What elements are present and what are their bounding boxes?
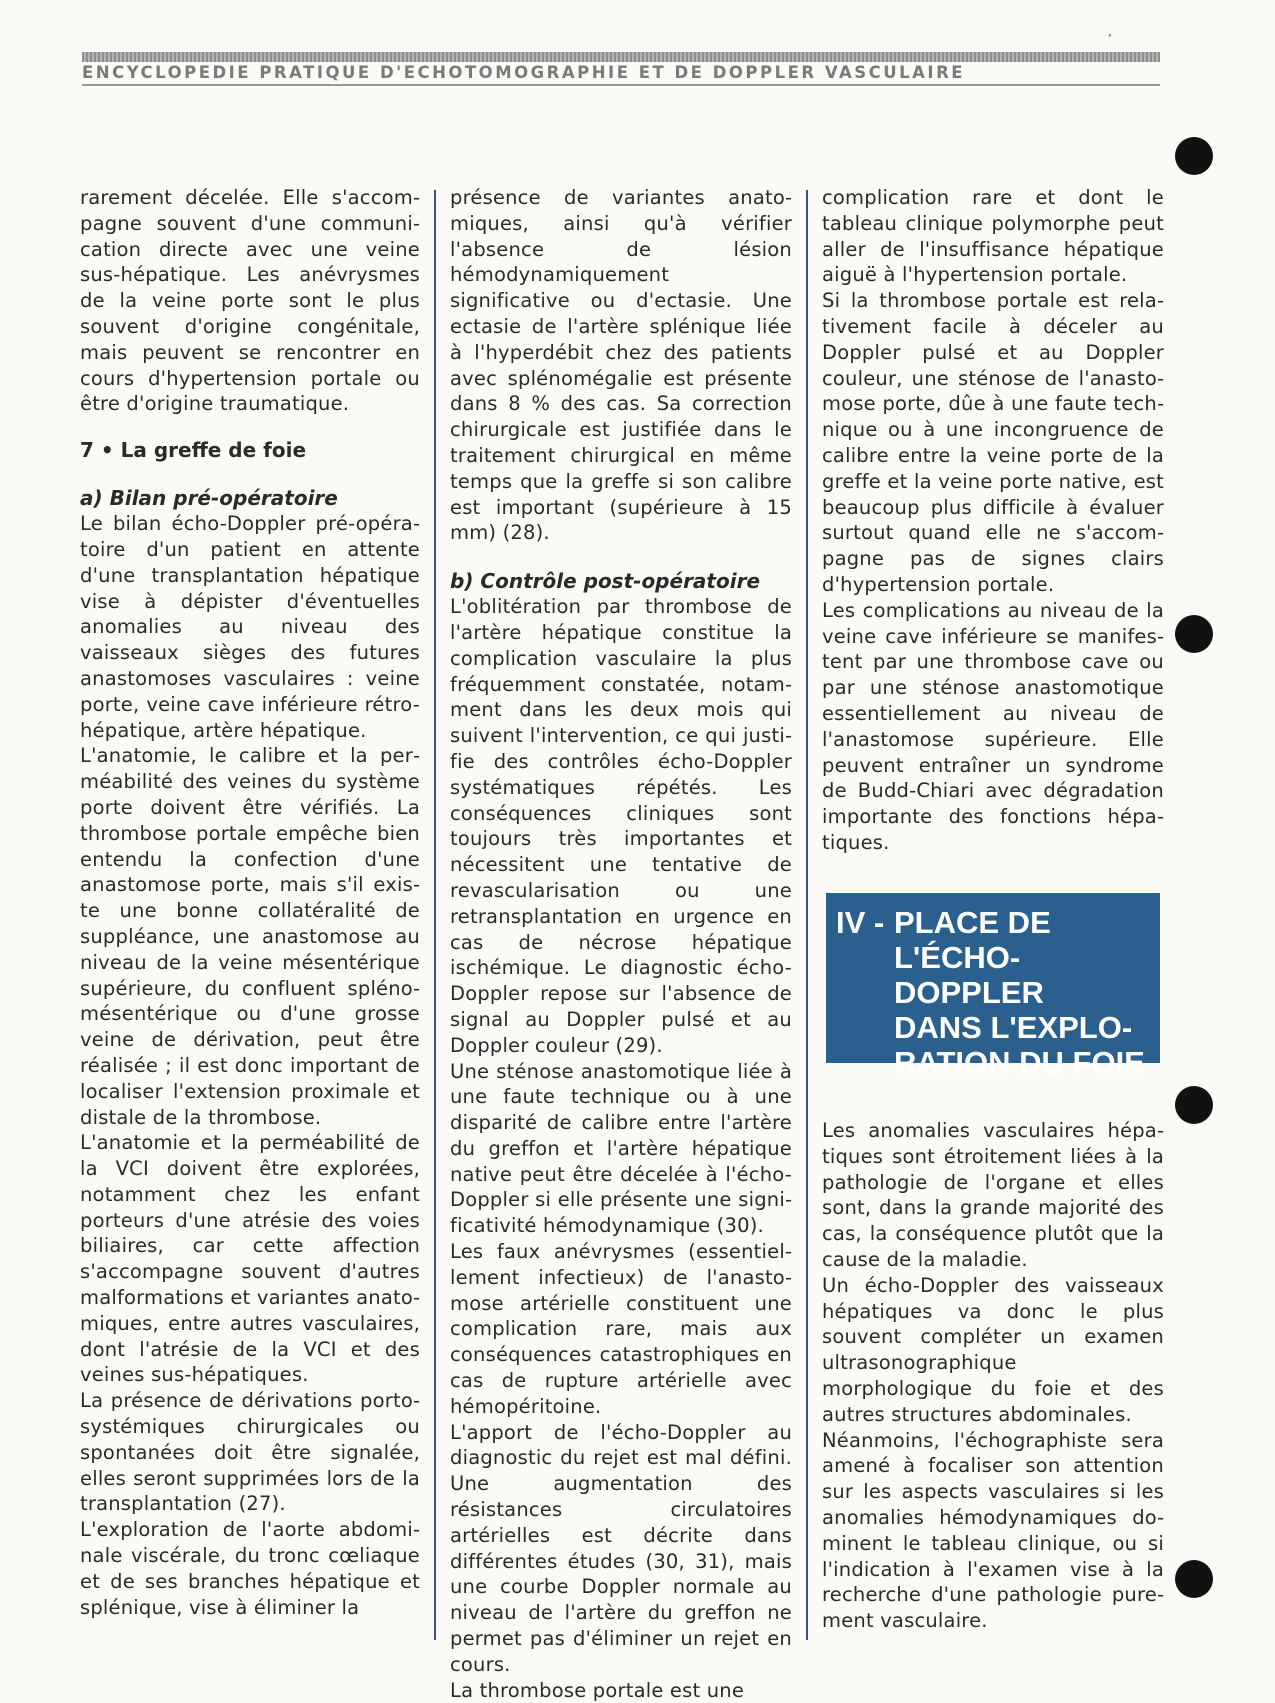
paragraph: Si la thrombose portale est relativement facile à déceler au Doppler pulsé et au Doppler couleur, une sténose de l'anastomose porte, dûe à une faute technique ou à une incongruence de calibre entre la veine porte de la greffe et la veine porte native, est beaucoup plus difficile à évaluer surtout quand elle ne s'accompagne pas de signes clairs d'hypertension portale.	[822, 289, 1164, 596]
subsection-heading: a) Bilan pré-opératoire	[80, 486, 338, 511]
paragraph: rarement décelée. Elle s'accompagne souvent d'une communication directe avec une veine sus-hépatique. Les anévrysmes de la veine porte sont le plus souvent d'origine congénitale, mais peuvent se rencontrer en cours d'hypertension portale ou être d'origine traumatique.	[80, 186, 420, 416]
punch-hole	[1175, 137, 1213, 175]
column-3	[822, 185, 1164, 856]
paragraph: L'oblitération par thrombose de l'artère hépatique constitue la complication vasculaire la plus fréquemment constatée, notamment dans les deux mois qui suivent l'intervention, ce qui justifie des contrôles écho-Doppler systématiques répétés. Les conséquences cliniques sont toujours très importantes et nécessitent une tentative de revascularisation ou une retransplantation en urgence en cas de nécrose hépatique ischémique. Le diagnostic écho-Doppler repose sur l'absence de signal au Doppler pulsé et au Doppler couleur (29).	[450, 595, 792, 1057]
paragraph: Une sténose anastomotique liée à une faute technique ou à une disparité de calibre entre l'artère du greffon et l'artère hépatique native peut être décelée à l'écho-Doppler si elle présente une significativité hémodynamique (30).	[450, 1059, 792, 1238]
section-title-box	[826, 893, 1160, 1080]
paragraph: L'exploration de l'aorte abdominale viscérale, du tronc cœliaque et de ses branches hépatique et splénique, vise à éliminer la	[80, 1518, 420, 1619]
punch-hole	[1175, 615, 1213, 653]
column-rule	[434, 190, 436, 1640]
paragraph: présence de variantes anatomiques, ainsi qu'à vérifier l'absence de lésion hémodynamiquement significative ou d'ectasie. Une ectasie de l'artère splénique liée à l'hyperdébit chez des patients avec splénomégalie est présente dans 8 % des cas. Sa correction chirurgicale est justifiée dans le traitement chirurgical en même temps que la greffe si son calibre est important (supérieure à 15 mm) (28).	[450, 186, 792, 545]
header-rule	[82, 84, 1160, 86]
punch-hole	[1175, 1560, 1213, 1598]
paragraph: Le bilan écho-Doppler pré-opératoire d'un patient en attente d'une transplantation hépatique vise à dépister d'éventuelles anomalies au niveau des vaisseaux sièges des futures anastomoses vasculaires : veine porte, veine cave inférieure rétro-hépatique, artère hépatique.	[80, 512, 420, 742]
section-heading: 7 • La greffe de foie	[80, 438, 307, 463]
running-header: ENCYCLOPEDIE PRATIQUE D'ECHOTOMOGRAPHIE ET DE DOPPLER VASCULAIRE	[82, 63, 966, 82]
column-3-continued	[822, 1118, 1164, 1634]
paragraph: L'apport de l'écho-Doppler au diagnostic du rejet est mal défini. Une augmentation des résistances circulatoires artérielles est décrite dans différentes études (30, 31), mais une courbe Doppler normale au niveau de l'artère du greffon ne permet pas d'éliminer un rejet en cours.	[450, 1420, 792, 1676]
section-number: IV -	[836, 905, 885, 940]
subsection-heading: b) Contrôle post-opératoire	[450, 569, 761, 594]
paragraph: La thrombose portale est une	[450, 1678, 745, 1702]
column-2	[450, 185, 792, 1703]
paragraph: Les faux anévrysmes (essentiellement infectieux) de l'anastomose artérielle constituent une complication rare, mais aux conséquences catastrophiques en cas de rupture artérielle avec hémopéritoine.	[450, 1240, 792, 1418]
paragraph: complication rare et dont le tableau clinique polymorphe peut aller de l'insuffisance hépatique aiguë à l'hypertension portale.	[822, 186, 1164, 287]
column-1	[80, 185, 420, 1620]
paragraph: Néanmoins, l'échographiste sera amené à focaliser son attention sur les aspects vasculaires si les anomalies hémodynamiques dominent le tableau clinique, ou si l'indication à l'examen vise à la recherche d'une pathologie purement vasculaire.	[822, 1428, 1164, 1633]
paragraph: L'anatomie et la perméabilité de la VCI doivent être explorées, notamment chez les enfant porteurs d'une atrésie des voies biliaires, car cette affection s'accompagne souvent d'autres malformations et variantes anatomiques, entre autres vasculaires, dont l'atrésie de la VCI et des veines sus-hépatiques.	[80, 1131, 420, 1387]
header-pattern-bar	[82, 52, 1160, 62]
paragraph: Un écho-Doppler des vaisseaux hépatiques va donc le plus souvent compléter un examen ultrasonographique morphologique du foie et des autres structures abdominales.	[822, 1273, 1164, 1426]
punch-hole	[1175, 1086, 1213, 1124]
paragraph: L'anatomie, le calibre et la perméabilité des veines du système porte doivent être vérifiés. La thrombose portale empêche bien entendu la confection d'une anastomose porte, mais s'il existe une bonne collatéralité de suppléance, une anastomose au niveau de la veine mésentérique supérieure, du confluent splénomésentérique ou d'une grosse veine de dérivation, peut être réalisée ; il est donc important de localiser l'extension proximale et distale de la thrombose.	[80, 744, 420, 1129]
paragraph: Les complications au niveau de la veine cave inférieure se manifestent par une thrombose cave ou par une sténose anastomotique essentiellement au niveau de l'anastomose supérieure. Elle peuvent entraîner un syndrome de Budd-Chiari avec dégradation importante des fonctions hépatiques.	[822, 598, 1164, 854]
paragraph: Les anomalies vasculaires hépatiques sont étroitement liées à la pathologie de l'organe et elles sont, dans la grande majorité des cas, la conséquence plutôt que la cause de la maladie.	[822, 1119, 1164, 1271]
corner-mark: ʼ	[1108, 32, 1112, 46]
section-title: PLACE DE L'ÉCHO-DOPPLER DANS L'EXPLO- RATION DU FOIE	[894, 905, 1145, 1080]
paragraph: La présence de dérivations portosystémiques chirurgicales ou spontanées doit être signalée, elles seront supprimées lors de la transplantation (27).	[80, 1389, 420, 1516]
column-rule	[806, 190, 808, 1640]
